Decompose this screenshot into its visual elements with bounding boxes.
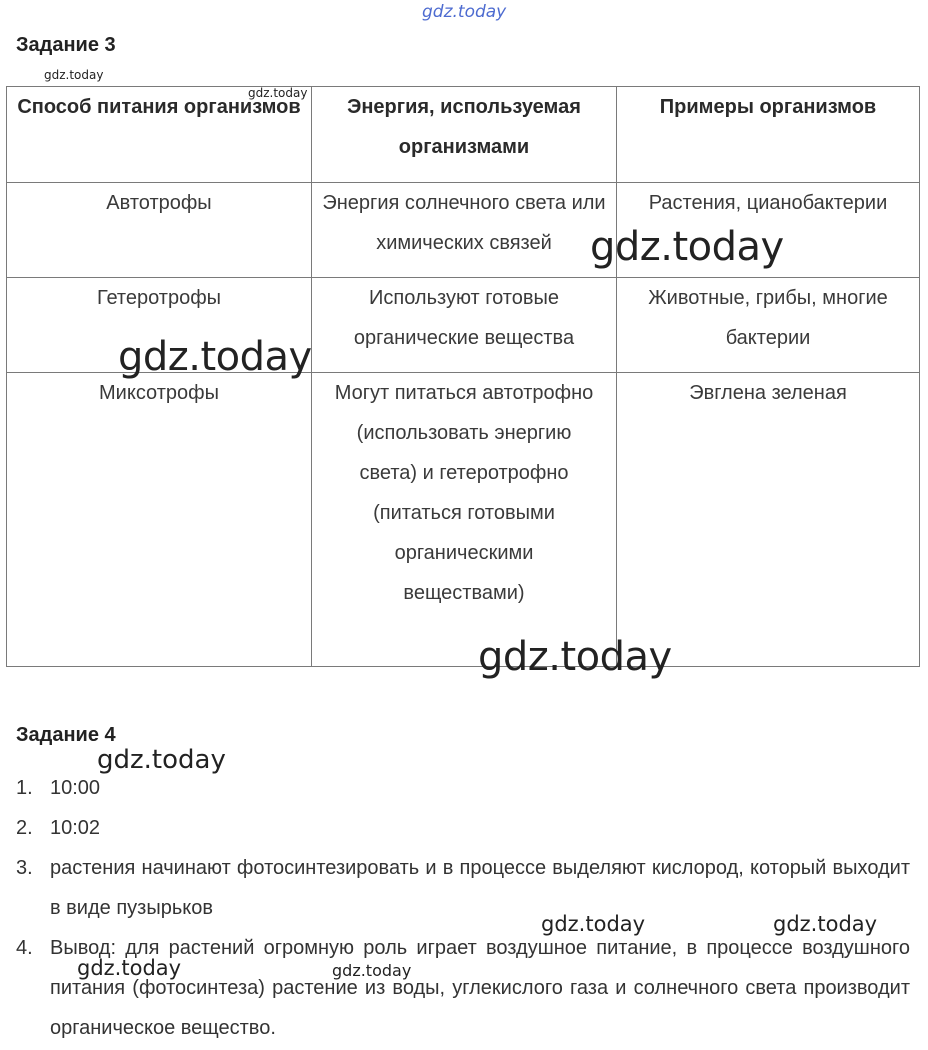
item-text: растения начинают фотосинтезировать и в процессе выделяют кислород, который выходит в виде пузырьков — [50, 857, 910, 919]
watermark: gdz.today — [773, 912, 878, 936]
watermark: gdz.today — [590, 224, 784, 270]
watermark: gdz.today — [478, 634, 672, 680]
cell-examples: Животные, грибы, многие бактерии — [617, 278, 920, 373]
watermark: gdz.today — [118, 334, 312, 380]
watermark: gdz.today — [541, 912, 646, 936]
list-item — [16, 808, 910, 848]
watermark: gdz.today — [422, 2, 507, 22]
cell-examples: Растения, цианобактерии — [617, 183, 920, 278]
item-number: 1. — [16, 777, 33, 799]
header-nutrition-method: Способ питания организмов — [7, 87, 312, 183]
list-item — [16, 928, 910, 1048]
watermark: gdz.today — [248, 86, 308, 100]
task4-heading: Задание 4 — [16, 724, 116, 746]
cell-energy: Используют готовые органические вещества — [312, 278, 617, 373]
table-header-row — [7, 87, 920, 183]
cell-method: Миксотрофы — [7, 373, 312, 667]
task3-heading: Задание 3 — [16, 34, 116, 56]
watermark: gdz.today — [332, 961, 412, 980]
cell-examples: Эвглена зеленая — [617, 373, 920, 667]
cell-method: Автотрофы — [7, 183, 312, 278]
item-text: 10:02 — [50, 817, 101, 839]
cell-method: Гетеротрофы — [7, 278, 312, 373]
item-text: Вывод: для растений огромную роль играет воздушное питание, в процессе воздушного питания (фотосинтеза) растение из воды, углекислого газа и солнечного света производит органическое вещество. — [50, 937, 910, 1039]
item-number: 3. — [16, 857, 33, 879]
table-row — [7, 373, 920, 667]
item-text: 10:00 — [50, 777, 101, 799]
watermark: gdz.today — [44, 68, 104, 82]
item-number: 2. — [16, 817, 33, 839]
header-examples: Примеры организмов — [617, 87, 920, 183]
answers-list — [16, 768, 910, 1048]
header-energy: Энергия, используемая организмами — [312, 87, 617, 183]
watermark: gdz.today — [97, 745, 226, 775]
item-number: 4. — [16, 937, 33, 959]
watermark: gdz.today — [77, 956, 182, 980]
cell-energy: Энергия солнечного света или химических связей — [312, 183, 617, 278]
cell-energy: Могут питаться автотрофно (использовать энергию света) и гетеротрофно (питаться готовыми органическими веществами) — [312, 373, 617, 667]
